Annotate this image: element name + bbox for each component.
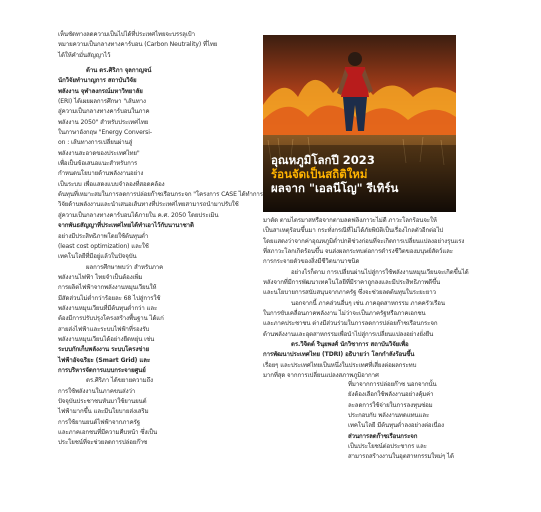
- right-column-body: [263, 216, 469, 382]
- article-title: [271, 153, 451, 195]
- text-line: ดร.ศิริภา ได้ขยายความถึง: [86, 377, 154, 385]
- text-line: หมายความเป็นกลางทางคาร์บอน (Carbon Neutrality) ที่ไทย: [58, 41, 218, 49]
- title-line-3: ผลจาก "เอลนีโญ" รีเทิร์น: [271, 181, 399, 195]
- title-line-1: อุณหภูมิโลกปี 2023: [271, 153, 375, 167]
- text-line: ด้านพลังงานและอุตสาหกรรมเพื่อนำไปสู่การเปลี่ยนแปลงอย่างยั่งยืน: [263, 330, 434, 338]
- text-line: เป็นสาเหตุร้อนขึ้นมา กระทั่งกรณีที่ไม่ได้ภัยพิบัติเป็นเรื่องไกลตัวอีกต่อไป: [263, 227, 444, 235]
- text-line: พลังงานหมุนเวียนที่มีต้นทุนต่ำกว่า และ: [58, 304, 158, 312]
- text-line: มีสัดส่วนไม่ต่ำกว่าร้อยละ 68 ไปสู่การใช้: [58, 294, 161, 302]
- text-line: ดร.วิจิตต์ รินุยพงศ์ นักวิชาการ สถาบันวิจัยเพื่อ: [291, 341, 409, 349]
- text-line: การใช้พลังงานในภาคขนส่งว่า: [58, 387, 136, 395]
- text-line: ประกอบกับ พลังงานทดแทนและ: [348, 412, 430, 420]
- bottom-right-column: [348, 380, 456, 463]
- text-line: พลังงานสะอาดของประเทศไทย": [58, 149, 140, 157]
- text-line: ได้ให้คำมั่นสัญญาไว้: [58, 51, 111, 59]
- left-column-body: [58, 66, 263, 449]
- text-line: เห็นชัดทางลดความเป็นไปได้ที่ประเทศไทยจะบรรลุเป้า: [58, 31, 195, 38]
- text-line: นอกจากนี้ ภาคส่วนอื่นๆ เช่น ภาคอุตสาหกรรม ภาคครัวเรือน: [291, 299, 445, 307]
- text-line: ประโยชน์ที่จะช่วยลดการปล่อยก๊าซ: [58, 439, 148, 447]
- text-line: เรื่อยๆ และประเทศไทยเป็นหนึ่งในประเทศที่เสี่ยงต่อผลกระทบ: [263, 361, 417, 369]
- text-line: และภาคประชาชน ต่างมีส่วนร่วมในการลดการปล่อยก๊าซเรือนกระจก: [263, 320, 438, 328]
- text-line: ในการขับเคลื่อนภาคพลังงาน ไม่ว่าจะเป็นภาครัฐหรือภาคเอกชน: [263, 310, 426, 318]
- wildfire-photo: [263, 35, 541, 212]
- text-line: ระบบกักเก็บพลังงาน ระบบโครงข่าย: [58, 346, 150, 354]
- text-line: การใช้ยานยนต์ไฟฟ้าจากภาครัฐ: [58, 418, 140, 426]
- text-line: นักวิจัยทำนาญการ สถาบันวิจัย: [58, 77, 137, 85]
- text-line: การพัฒนาประเทศไทย (TDRI) อธิบายว่า โลกกำลังร้อนขึ้น: [263, 351, 415, 359]
- text-line: และนโยบายการสนับสนุนจากภาครัฐ ซึ่งจะช่วยลดต้นทุนในระยะยาว: [263, 289, 436, 297]
- text-line: (ERI) ได้เผยผลการศึกษา "เส้นทาง: [58, 98, 146, 106]
- text-line: ไฟฟ้าอัจฉริยะ (Smart Grid) และ: [58, 356, 151, 364]
- text-line: มาตัด ตามไตรมาสหรือจากตามลดฟลิงภาวะไม่ดี ภาวะโลกร้อนจะให้: [263, 217, 437, 224]
- text-line: พลังงานไฟฟ้า ไทยจำเป็นต้องเพิ่ม: [58, 273, 143, 281]
- text-line: ส่วนการลดก๊าซเรือนกระจก: [348, 432, 418, 440]
- text-line: สามารถสร้างงานในอุตสาหกรรมใหม่ๆ ได้: [348, 453, 454, 461]
- text-line: การบริหารจัดการแบบกระจายศูนย์: [58, 366, 146, 374]
- text-line: ยังต้องเลือกใช้พลังงานอย่างคุ้มค่า: [348, 391, 434, 399]
- text-line: สู่ความเป็นกลางทางคาร์บอนในภาค: [58, 108, 150, 116]
- text-line: จากพันธสัญญาที่ประเทศไทยได้ทำเอาไว้กับนานาชาติ: [58, 222, 194, 230]
- text-line: มากที่สุด จากการเปลี่ยนแปลงสภาพภูมิอากาศ: [263, 372, 379, 380]
- text-line: เทคโนโลยี มีต้นทุนต่ำลงอย่างต่อเนื่อง: [348, 422, 444, 430]
- text-line: วิจัยด้านพลังงานและนำเสนอเส้นทางที่ประเทศไทยสามารถนำมาปรับใช้: [58, 201, 239, 209]
- text-line: พลังงานหมุนเวียนได้อย่างยืดหยุ่น เช่น: [58, 335, 155, 343]
- text-line: และภาคเอกชนที่มีความคืบหน้า ซึ่งเป็น: [58, 429, 158, 437]
- text-line: ต้องมีการปรับปรุงโครงสร้างพื้นฐาน ได้แก่: [58, 315, 164, 323]
- text-line: อย่างมีประสิทธิภาพโดยใช้ต้นทุนต่ำ: [58, 232, 149, 240]
- text-line: พลังงาน จุฬาลงกรณ์มหาวิทยาลัย: [58, 87, 143, 95]
- text-line: การผลิตไฟฟ้าจากพลังงานหมุนเวียนให้: [58, 284, 157, 292]
- text-line: on : เส้นทางการเปลี่ยนผ่านสู่: [58, 139, 133, 147]
- page-number: 48: [533, 73, 541, 80]
- text-line: ต้นทุนที่เหมาะสมในการลดการปล่อยก๊าซเรือนกระจก "โครงการ CASE ได้ทำการ: [58, 191, 263, 199]
- text-line: อย่างไรก็ตาม การเปลี่ยนผ่านไปสู่การใช้พลังงานหมุนเวียนจะเกิดขึ้นได้: [291, 268, 469, 276]
- text-line: เทคโนโลยีที่มีอยู่แล้วในปัจจุบัน: [58, 253, 137, 261]
- text-line: ปัจจุบันประชาชนหันมาใช้ยานยนต์: [58, 398, 147, 405]
- text-line: เป็นประโยชน์ต่อประชากร และ: [348, 443, 427, 451]
- text-line: สู่ความเป็นกลางทางคาร์บอนได้ภายใน ค.ศ. 2050 โดยประเมิน: [58, 211, 219, 219]
- text-line: (least cost optimization) และใช้: [58, 242, 149, 250]
- text-line: การกระจายตัวของสิ่งมีชีวิตนานาชนิด: [263, 258, 360, 266]
- text-line: ที่สภาวะโลกเกิดร้อนขึ้น จนส่งผลกระทบต่อการดำรงชีวิตของมนุษย์สัตว์และ: [263, 248, 453, 256]
- text-line: หลังจากที่มีการพัฒนาเทคโนโลยีที่มีราคาถูกลงและมีประสิทธิภาพดีขึ้น: [263, 279, 441, 287]
- text-line: ละลดการใช้จ่ายในการลงทุนซ่อม: [348, 401, 433, 409]
- text-line: ในภาษาอังกฤษ "Energy Conversi-: [58, 129, 152, 137]
- text-line: ไฟฟ้ามากขึ้น และมีนโยบายส่งเสริม: [58, 408, 149, 416]
- text-line: โดยแสดงว่าจากค่าอุณหภูมิต่ำปกติช่วงก่อนที่จะเกิดการเปลี่ยนแปลงอย่างรุนแรง: [263, 237, 465, 245]
- left-column-intro: [58, 30, 246, 61]
- text-line: เพื่อเป็นข้อเสนอแนะสำหรับการ: [58, 160, 138, 168]
- text-line: ที่มาจากการปล่อยก๊าซ นอกจากนั้น: [348, 381, 437, 388]
- text-line: สายส่งไฟฟ้าและระบบไฟฟ้าที่รองรับ: [58, 325, 150, 333]
- title-line-2: ร้อนจัดเป็นสถิติใหม่: [271, 167, 368, 181]
- text-line: พลังงาน 2050" สำหรับประเทศไทย: [58, 118, 149, 126]
- text-line: ผลการศึกษาพบว่า สำหรับภาค: [86, 263, 164, 271]
- text-line: ด้าน ดร.ศิริภา จุลกาญจน์: [86, 67, 152, 74]
- text-line: กำหนดนโยบายด้านพลังงานอย่าง: [58, 170, 144, 178]
- text-line: เป็นระบบ เพื่อแสดงแบบจำลองที่สอดคล้อง: [58, 180, 165, 188]
